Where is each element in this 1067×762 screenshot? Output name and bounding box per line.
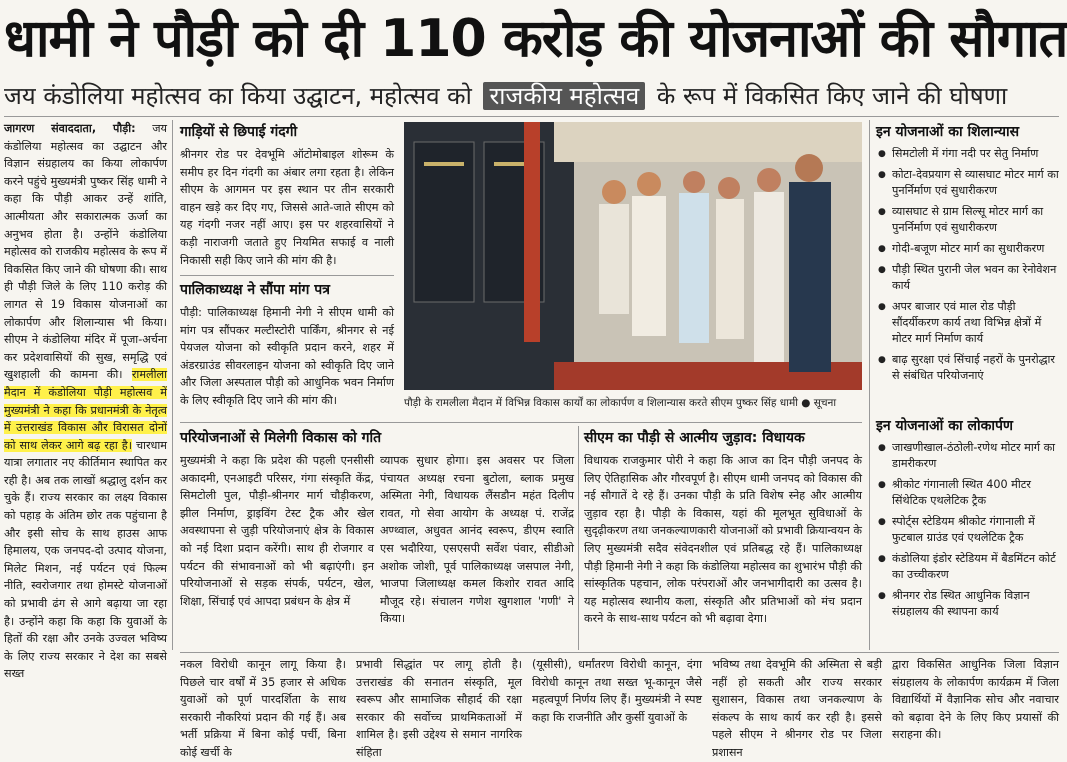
story-palika-body: पौड़ी: पालिकाध्यक्ष हिमानी नेगी ने सीएम धामी को मांग पत्र सौंपकर मल्टीस्टोरी पार्किंग, श्रीनगर से नई पेयजल योजना को स्वीकृति प्रदान करने, शहर में अंडरग्राउंड सीवरलाइन योजना को स्वीकृति दिए जाने और जिला अस्पताल पौड़ी को आधुनिक भवन निर्माण के लिए स्वीकृति दिए जाने की मांग की।	[180, 306, 394, 407]
aatmiya-box	[584, 426, 862, 650]
subhead-highlight: राजकीय महोत्सव	[483, 82, 645, 110]
bottom-col-2	[356, 656, 522, 760]
pariyojana-title-box	[180, 426, 570, 450]
shilanyas-item: ● कोटा-देवप्रयाग से व्यासघाट मोटर मार्ग का पुनर्निर्माण एवं सुधारीकरण	[876, 167, 1059, 199]
bottom-col-1	[180, 656, 346, 760]
shilanyas-item: ● व्यासघाट से ग्राम सिल्सू मोटर मार्ग का पुनर्निर्माण एवं सुधारीकरण	[876, 204, 1059, 236]
subhead-text-after: के रूप में विकसित किए जाने की घोषणा	[656, 82, 1008, 110]
lokarpan-item: ● जाखणीखाल-ठंठोली-रणेथ मोटर मार्ग का डामरीकरण	[876, 440, 1059, 472]
lead-paragraph: जय कंडोलिया महोत्सव का उद्घाटन और विज्ञान संग्रहालय का किया लोकार्पण करने पहुंचे मुख्यमंत्री पुष्कर सिंह धामी ने कहा कि पौड़ी आकर उन्हें शांति, आत्मीयता और सकारात्मक ऊर्जा का अनुभव होता है। उन्होंने कंडोलिया महोत्सव को राजकीय महोत्सव के रूप में विकसित किए जाने की घोषणा की। साथ ही पौड़ी जिले के लिए 110 करोड़ की लागत से 19 विकास योजनाओं का लोकार्पण और शिलान्यास भी किया। सीएम ने कंडोलिया मंदिर में पूजा-अर्चना कर प्रदेशवासियों की सुख, समृद्धि एवं खुशहाली की कामना की।	[4, 122, 167, 382]
column-divider	[172, 120, 173, 650]
lokarpan-item: ● स्पोर्ट्स स्टेडियम श्रीकोट गंगानाली में फुटबाल ग्राउंड एवं एथलेटिक ट्रैक	[876, 514, 1059, 546]
lokarpan-list	[876, 440, 1059, 620]
shilanyas-item: ● पौड़ी स्थित पुरानी जेल भवन का रेनोवेशन कार्य	[876, 262, 1059, 294]
dateline: जागरण संवाददाता, पौड़ी:	[4, 122, 136, 135]
lokarpan-title: इन योजनाओं का लोकार्पण	[876, 418, 1014, 434]
story-palika	[180, 278, 394, 414]
subhead-divider	[4, 116, 1059, 117]
story-gadiyon-title: गाड़ियों से छिपाई गंदगी	[180, 124, 298, 140]
shilanyas-list	[876, 146, 1059, 384]
shilanyas-title: इन योजनाओं का शिलान्यास	[876, 124, 1020, 140]
story-gadiyon	[180, 120, 394, 272]
aatmiya-body: विधायक राजकुमार पोरी ने कहा कि आज का दिन पौड़ी जनपद के लिए ऐतिहासिक और गौरवपूर्ण है। सीएम धामी जनपद को विकास की नई सौगातें दे रहे हैं। उनका पौड़ी के प्रति विशेष स्नेह और आत्मीय जुड़ाव रहा है। पौड़ी के विकास, यहां की मूलभूत सुविधाओं के सुदृढ़ीकरण तथा जनकल्याणकारी योजनाओं को प्रभावी क्रियान्वयन के लिए मुख्यमंत्री सदैव संवेदनशील एवं प्रतिबद्ध रहे हैं। पालिकाध्यक्ष पौड़ी हिमानी नेगी ने कहा कि कंडोलिया महोत्सव का शुभारंभ पौड़ी की सांस्कृतिक पहचान, लोक परंपराओं और जनभागीदारी का उत्सव है। यह महोत्सव स्थानीय कला, संस्कृति और प्रतिभाओं को मंच प्रदान करने के साथ-साथ पर्यटन को भी बढ़ावा देगा।	[584, 454, 862, 626]
subhead-text-before: जय कंडोलिया महोत्सव का किया उद्घाटन, महोत्सव को	[4, 82, 472, 110]
bottom-col-4	[712, 656, 882, 760]
lokarpan-item: ● कंडोलिया इंडोर स्टेडियम में बैडमिंटन कोर्ट का उच्चीकरण	[876, 551, 1059, 583]
pariyojana-title: परियोजनाओं से मिलेगी विकास को गति	[180, 430, 382, 446]
shilanyas-item: ● अपर बाजार एवं माल रोड पौड़ी सौंदर्यीकरण कार्य तथा विभिन्न क्षेत्रों में मोटर मार्ग निर्माण कार्य	[876, 299, 1059, 347]
pariyojana-col-2	[380, 452, 574, 650]
bottom-text-1: नकल विरोधी कानून लागू किया है। पिछले चार वर्षों में 35 हजार से अधिक युवाओं को पूर्ण पारदर्शिता के साथ सरकारी नौकरियां प्रदान की गई हैं। अब भर्ती प्रक्रिया में बिना कोई पर्ची, बिना कोई खर्ची के	[180, 658, 346, 759]
story-divider	[180, 275, 394, 276]
shilanyas-box	[876, 120, 1059, 410]
lokarpan-box	[876, 414, 1059, 650]
story-palika-title: पालिकाध्यक्ष ने सौंपा मांग पत्र	[180, 282, 330, 298]
shilanyas-item: ● बाढ़ सुरक्षा एवं सिंचाई नहरों के पुनरोद्धार से संबंधित परियोजनाएं	[876, 352, 1059, 384]
pariyojana-body-1: मुख्यमंत्री ने कहा कि प्रदेश की पहली एनसीसी अकादमी, एनआइटी परिसर, गंगा संस्कृति केंद्र, सिमटोली पुल, पौड़ी-श्रीनगर मार्ग चौड़ीकरण, झील निर्माण, ड्राइविंग टेस्ट ट्रैक और खेल अवस्थापना से जुड़ी परियोजनाएं क्षेत्र के विकास को नई दिशा प्रदान करेंगी। साथ ही रोजगार व पर्यटन की संभावनाओं को भी बढ़ाएंगी। इन परियोजनाओं से सड़क संपर्क, पर्यटन, खेल, शिक्षा, सिंचाई एवं आपदा प्रबंधन के क्षेत्र में	[180, 454, 374, 608]
bottom-col-3	[532, 656, 702, 760]
aatmiya-title: सीएम का पौड़ी से आत्मीय जुड़ाव: विधायक	[584, 430, 805, 446]
pariyojana-col-1	[180, 452, 374, 650]
photo-caption: पौड़ी के रामलीला मैदान में विभिन्न विकास कार्यों का लोकार्पण व शिलान्यास करते सीएम पुष्कर सिंह धामी ● सूचना	[404, 397, 837, 409]
pariyojana-body-2: व्यापक सुधार होगा। इस अवसर पर जिला पंचायत अध्यक्ष रचना बुटोला, ब्लाक प्रमुख अस्मिता नेगी, विधायक लैंसडौन महंत दिलीप रावत, गो सेवा आयोग के अध्यक्ष पं. राजेंद्र अण्थ्वाल, अधुवत आनंद स्वरूप, डीएम स्वाति एस भदौरिया, एसएसपी सर्वेश पंवार, सीडीओ अशोक जोशी, पूर्व पालिकाध्यक्ष जसपाल नेगी, भाजपा जिलाध्यक्ष कमल किशोर रावत आदि मौजूद रहे। संचालन गणेश खुगशाल 'गणी' ने किया।	[380, 454, 574, 626]
bottom-text-4: भविष्य तथा देवभूमि की अस्मिता से बड़ी नहीं हो सकती और राज्य सरकार सुशासन, विकास तथा जनकल्याण के संकल्प के साथ कार्य कर रही है। इससे पहले सीएम ने श्रीनगर रोड पर जिला प्रशासन	[712, 658, 882, 759]
shilanyas-item: ● सिमटोली में गंगा नदी पर सेतु निर्माण	[876, 146, 1059, 162]
bottom-text-2: प्रभावी सिद्धांत पर लागू होती है। उत्तराखंड की सनातन संस्कृति, मूल स्वरूप और सामाजिक सौहार्द की रक्षा सरकार की सर्वोच्च प्राथमिकताओं में शामिल है। इसी उद्देश्य से समान नागरिक संहिता	[356, 658, 522, 759]
bottom-text-5: द्वारा विकसित आधुनिक जिला विज्ञान संग्रहालय के लोकार्पण कार्यक्रम में जिला विद्यार्थियों में वैज्ञानिक सोच और नवाचार को बढ़ावा देने के लिए किए प्रयासों की सराहना की।	[892, 658, 1059, 742]
lokarpan-item: ● श्रीनगर रोड स्थित आधुनिक विज्ञान संग्रहालय की स्थापना कार्य	[876, 588, 1059, 620]
bottom-divider	[180, 652, 1059, 653]
shilanyas-item: ● गोदी-बजूण मोटर मार्ग का सुधारीकरण	[876, 241, 1059, 257]
section-divider	[180, 422, 862, 423]
lead-story-column	[4, 120, 167, 681]
lead-paragraph-2: चारधाम यात्रा लगातार नए कीर्तिमान स्थापित कर रही है। अब तक लाखों श्रद्धालु दर्शन कर चुके हैं। राज्य सरकार का लक्ष्य विकास को पहाड़ के अंतिम छोर तक पहुंचाना है और इसी सोच के साथ हाउस आफ हिमालय, एक जनपद-दो उत्पाद योजना, मिलेट मिशन, नई पर्यटन एवं फिल्म नीति, स्वरोजगार तथा होमस्टे योजनाओं को प्रभावी ढंग से आगे बढ़ाया जा रहा है। उन्होंने कहा कि कहा कि युवाओं के हितों की रक्षा और उनके उज्वल भविष्य के लिए राज्य सरकार ने देश का सबसे सख्त	[4, 438, 167, 681]
column-divider	[869, 120, 870, 650]
bottom-text-3: (यूसीसी), धर्मांतरण विरोधी कानून, दंगा विरोधी कानून तथा सख्त भू-कानून जैसे महत्वपूर्ण निर्णय लिए हैं। मुख्यमंत्री ने स्पष्ट कहा कि राजनीति और कुर्सी युवाओं के	[532, 658, 702, 724]
bottom-col-5	[892, 656, 1059, 760]
news-photo-illustration	[404, 122, 862, 390]
headline: धामी ने पौड़ी को दी 110 करोड़ की योजनाओं की सौगात	[4, 9, 1067, 69]
story-gadiyon-body: श्रीनगर रोड पर देवभूमि ऑटोमोबाइल शोरूम के समीप हर दिन गंदगी का अंबार लगा रहता है। लेकिन सीएम के आगमन पर इस स्थान पर तीन सरकारी वाहन खड़े कर दिए गए, जिससे आते-जाते सीएम को यह गंदगी नजर नहीं आए। इस पर शहरवासियों ने कड़ी नाराजगी जताते हुए नियमित सफाई व नाली निकासी सही किए जाने की मांग की है।	[180, 148, 394, 267]
lokarpan-item: ● श्रीकोट गंगानाली स्थित 400 मीटर सिंथेटिक एथलेटिक ट्रैक	[876, 477, 1059, 509]
column-divider	[578, 426, 579, 650]
highlighted-quote: रामलीला मैदान में कंडोलिया पौड़ी महोत्सव में मुख्यमंत्री ने कहा कि प्रधानमंत्री के नेतृत्व में उत्तराखंड विकास और विरासत दोनों को साथ लेकर आगे बढ़ रहा है।	[4, 368, 167, 452]
news-photo	[404, 122, 862, 390]
subheadline	[4, 76, 1059, 116]
